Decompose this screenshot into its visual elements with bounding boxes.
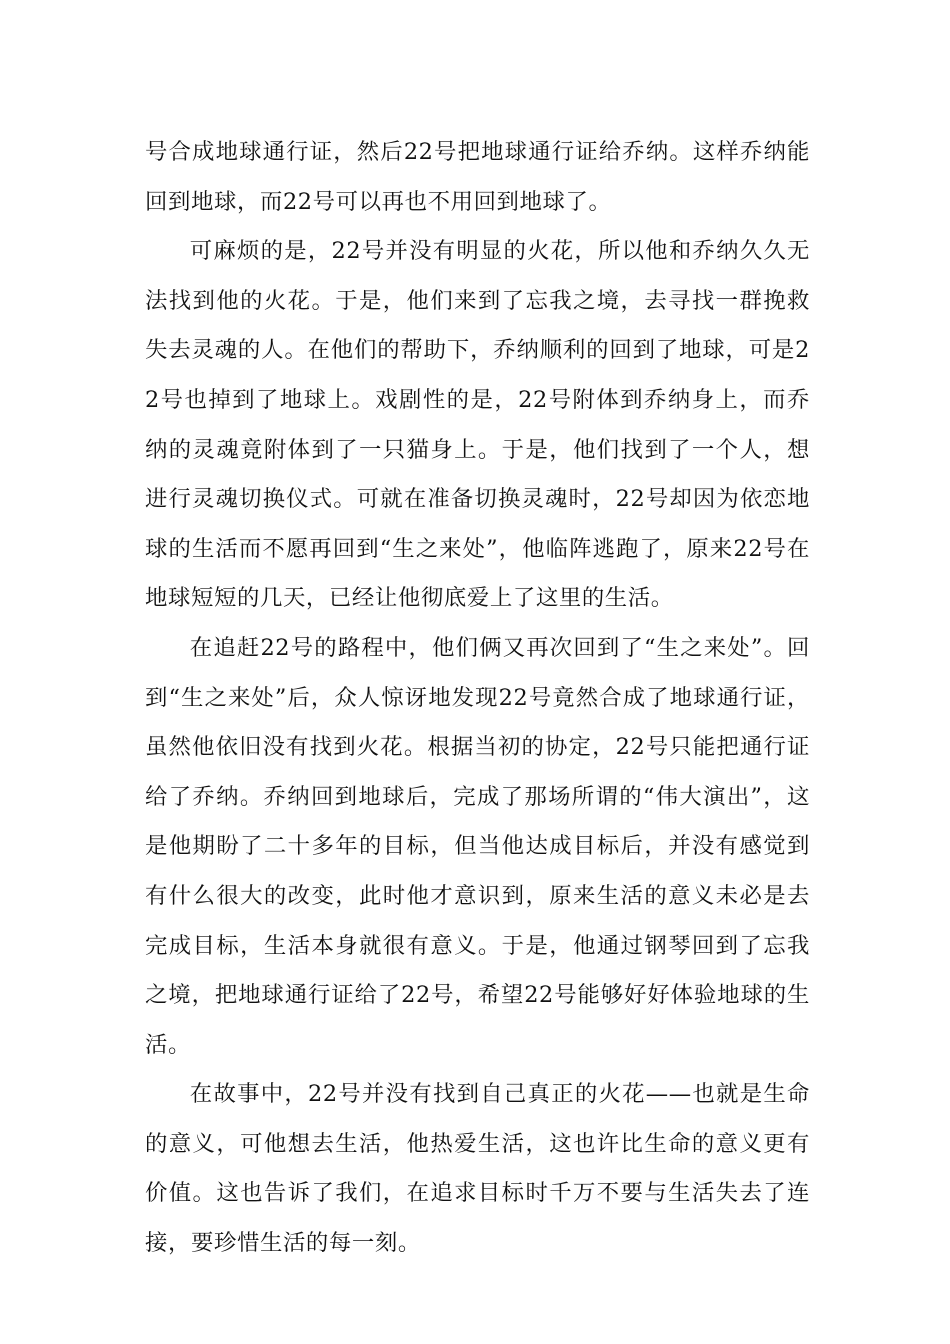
paragraph-3: 在追赶22号的路程中，他们俩又再次回到了“生之来处”。回到“生之来处”后，众人惊讶地发现22号竟然合成了地球通行证，虽然他依旧没有找到火花。根据当初的协定，22号只能把通行证给了乔纳。乔纳回到地球后，完成了那场所谓的“伟大演出”，这是他期盼了二十多年的目标，但当他达成目标后，并没有感觉到有什么很大的改变，此时他才意识到，原来生活的意义未必是去完成目标，生活本身就很有意义。于是，他通过钢琴回到了忘我之境，把地球通行证给了22号，希望22号能够好好体验地球的生活。 [145,634,810,1058]
paragraph-2: 可麻烦的是，22号并没有明显的火花，所以他和乔纳久久无法找到他的火花。于是，他们来到了忘我之境，去寻找一群挽救失去灵魂的人。在他们的帮助下，乔纳顺利的回到了地球，可是22号也掉到了地球上。戏剧性的是，22号附体到乔纳身上，而乔纳的灵魂竟附体到了一只猫身上。于是，他们找到了一个人，想进行灵魂切换仪式。可就在准备切换灵魂时，22号却因为依恋地球的生活而不愿再回到“生之来处”，他临阵逃跑了，原来22号在地球短短的几天，已经让他彻底爱上了这里的生活。 [145,238,810,612]
paragraph-4: 在故事中，22号并没有找到自己真正的火花——也就是生命的意义，可他想去生活，他热爱生活，这也许比生命的意义更有价值。这也告诉了我们，在追求目标时千万不要与生活失去了连接，要珍惜生活的每一刻。 [145,1081,810,1257]
document-body [145,128,810,1269]
paragraph-1: 号合成地球通行证，然后22号把地球通行证给乔纳。这样乔纳能回到地球，而22号可以再也不用回到地球了。 [145,139,810,215]
